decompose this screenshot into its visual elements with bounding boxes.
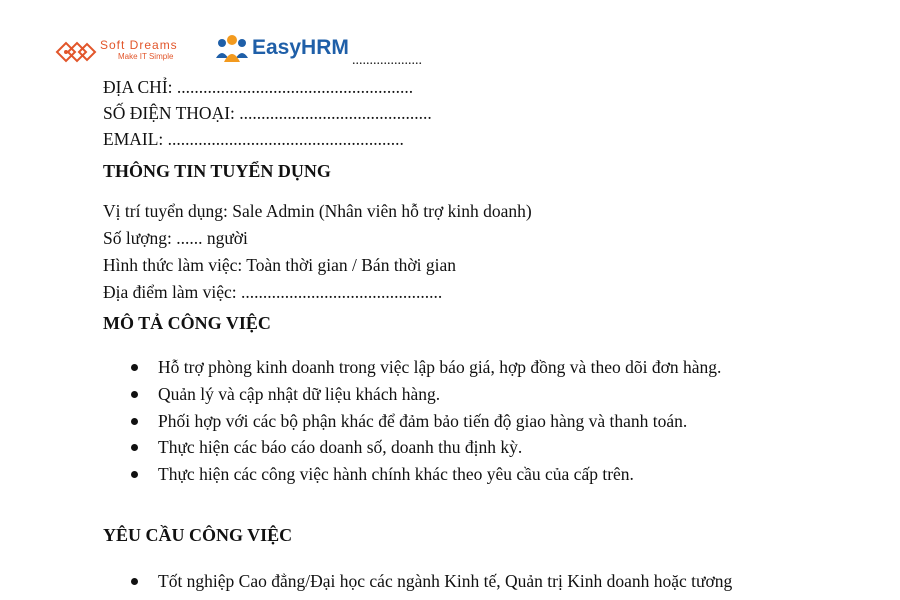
list-item-text: Phối hợp với các bộ phận khác để đảm bảo tiến độ giao hàng và thanh toán. — [158, 411, 688, 431]
bullet-icon — [131, 444, 138, 451]
bullet-icon — [131, 391, 138, 398]
bullet-icon — [131, 578, 138, 585]
list-item-text: Thực hiện các công việc hành chính khác theo yêu cầu của cấp trên. — [158, 464, 634, 484]
job-description-heading: MÔ TẢ CÔNG VIỆC — [103, 313, 271, 333]
bullet-icon — [131, 364, 138, 371]
softdreams-name: Soft Dreams — [100, 38, 178, 52]
list-item-text: Thực hiện các báo cáo doanh số, doanh thu định kỳ. — [158, 437, 523, 457]
list-item-text: Hỗ trợ phòng kinh doanh trong việc lập báo giá, hợp đồng và theo dõi đơn hàng. — [158, 357, 722, 377]
recruitment-info-line: Vị trí tuyển dụng: Sale Admin (Nhân viên hỗ trợ kinh doanh) — [103, 201, 532, 221]
top-dotted-line: .................... — [352, 53, 422, 68]
recruitment-info-line: Số lượng: ...... người — [103, 228, 248, 248]
easyhrm-name: EasyHRM — [252, 36, 349, 59]
list-item-text: Tốt nghiệp Cao đẳng/Đại học các ngành Kinh tế, Quản trị Kinh doanh hoặc tương — [158, 571, 733, 591]
recruitment-info-line: Hình thức làm việc: Toàn thời gian / Bán thời gian — [103, 255, 457, 275]
bullet-icon — [131, 418, 138, 425]
phone-line: SỐ ĐIỆN THOẠI: ............................................ — [103, 103, 432, 123]
bullet-icon — [131, 471, 138, 478]
list-item-text: Quản lý và cập nhật dữ liệu khách hàng. — [158, 384, 441, 404]
recruitment-info-line: Địa điểm làm việc: .............................................. — [103, 282, 443, 302]
softdreams-tagline: Make IT Simple — [118, 52, 174, 61]
address-line: ĐỊA CHỈ: ...................................................... — [103, 77, 414, 97]
job-requirements-heading: YÊU CẦU CÔNG VIỆC — [103, 525, 293, 545]
email-line: EMAIL: ...................................................... — [103, 129, 404, 149]
logo-bar — [54, 34, 374, 72]
easyhrm-logo-icon — [214, 34, 250, 68]
softdreams-logo-icon — [54, 36, 98, 68]
recruitment-info-heading: THÔNG TIN TUYỂN DỤNG — [103, 161, 331, 181]
softdreams-wordmark — [100, 38, 178, 61]
